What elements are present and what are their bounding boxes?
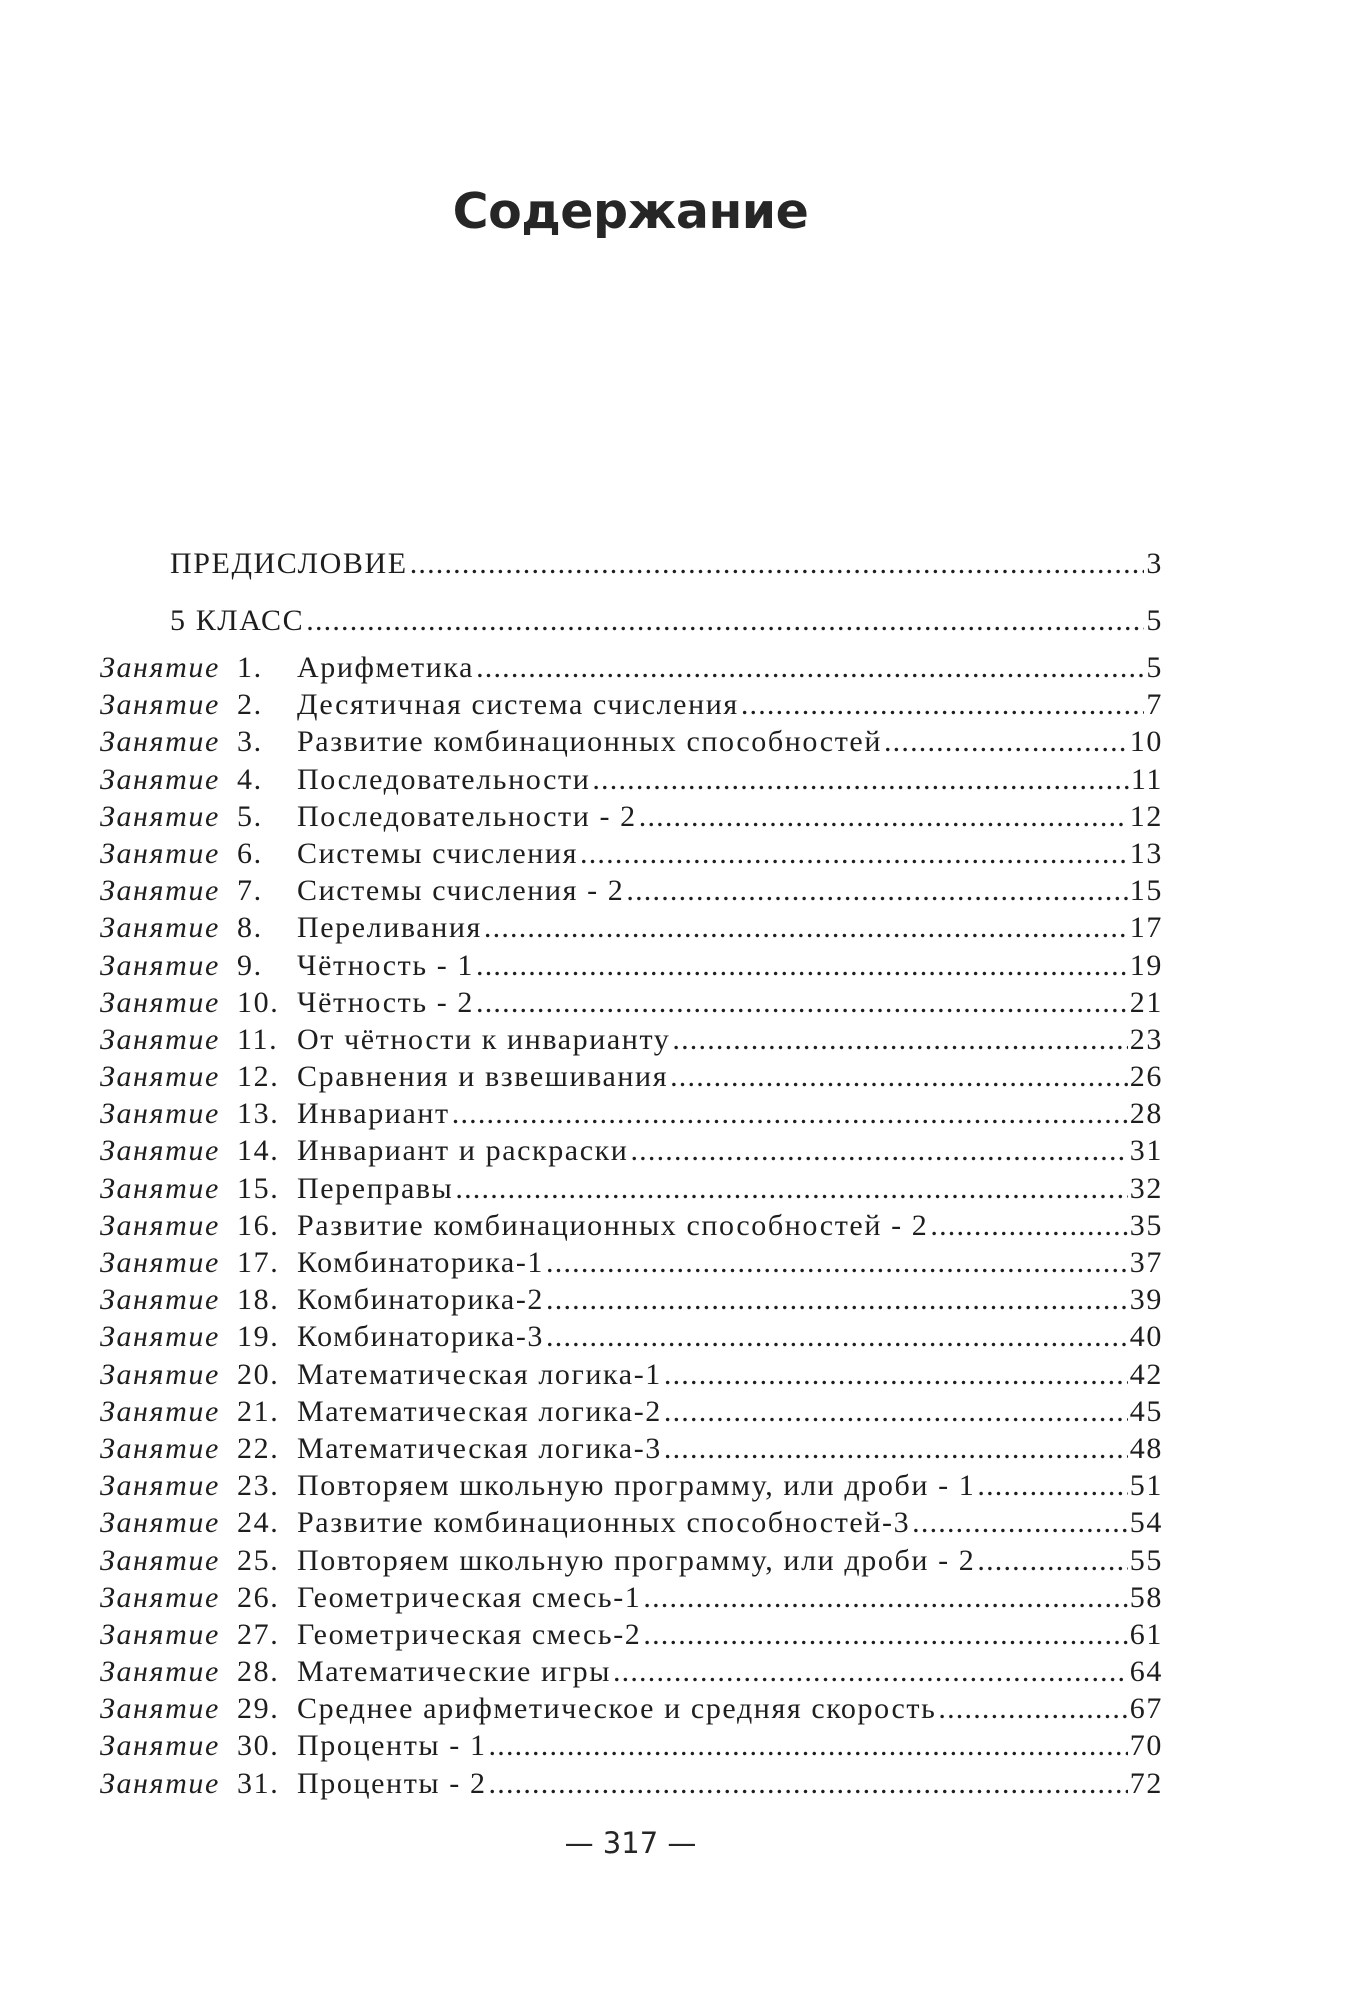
lesson-title: Последовательности - 2: [297, 799, 637, 833]
lesson-title: Проценты - 1: [297, 1729, 487, 1763]
toc-section-label: ПРЕДИСЛОВИЕ: [170, 547, 408, 580]
lesson-title: Комбинаторика-3: [297, 1320, 545, 1354]
lesson-word: Занятие: [100, 1506, 220, 1540]
dot-leader: [306, 592, 1144, 649]
toc-page-number: 5: [1146, 604, 1163, 637]
table-of-contents: [100, 535, 1163, 1802]
toc-lesson-row: [100, 1690, 1163, 1727]
toc-lesson-row: [100, 909, 1163, 946]
toc-page-number: 55: [1129, 1543, 1163, 1577]
toc-lesson-row: [100, 1542, 1163, 1579]
lesson-word: Занятие: [100, 948, 220, 982]
toc-page-number: 45: [1129, 1394, 1163, 1428]
lesson-number: 25.: [237, 1543, 280, 1577]
toc-page-number: 72: [1129, 1766, 1163, 1800]
toc-page-number: 48: [1129, 1431, 1163, 1465]
dot-leader: [977, 1542, 1127, 1579]
lesson-number: 29.: [237, 1692, 280, 1726]
lesson-word: Занятие: [100, 1431, 220, 1465]
lesson-title: Геометрическая смесь-2: [297, 1617, 642, 1651]
lesson-title: Проценты - 2: [297, 1766, 487, 1800]
page-number-footer: — 317 —: [564, 1826, 697, 1860]
lesson-list: [100, 649, 1163, 1802]
toc-page-number: 21: [1129, 985, 1163, 1019]
lesson-number: 8.: [237, 911, 263, 945]
lesson-number: 1.: [237, 651, 263, 684]
toc-lesson-row: [100, 1356, 1163, 1393]
toc-page-number: 42: [1129, 1357, 1163, 1391]
lesson-title: Развитие комбинационных способностей: [297, 725, 882, 759]
dot-leader: [930, 1207, 1127, 1244]
toc-lesson-row: [100, 835, 1163, 872]
toc-lesson-row: [100, 1318, 1163, 1355]
dot-leader: [912, 1504, 1128, 1541]
lesson-word: Занятие: [100, 1394, 220, 1428]
dot-leader: [884, 723, 1128, 760]
lesson-word: Занятие: [100, 1283, 220, 1317]
toc-section-grade-5: [100, 592, 1163, 649]
lesson-title: Переправы: [297, 1171, 454, 1205]
dot-leader: [643, 1579, 1127, 1616]
lesson-title: Переливания: [297, 911, 482, 945]
lesson-number: 15.: [237, 1171, 280, 1205]
toc-section-label: 5 КЛАСС: [170, 604, 305, 637]
lesson-number: 21.: [237, 1394, 280, 1428]
lesson-number: 22.: [237, 1431, 280, 1465]
toc-page-number: 11: [1130, 762, 1163, 796]
lesson-title: Развитие комбинационных способностей - 2: [297, 1208, 929, 1242]
lesson-title: Комбинаторика-2: [297, 1283, 545, 1317]
dot-leader: [592, 761, 1129, 798]
toc-page-number: 5: [1146, 651, 1163, 684]
toc-page-number: 19: [1129, 948, 1163, 982]
lesson-number: 16.: [237, 1208, 280, 1242]
toc-section-preface: [100, 535, 1163, 592]
lesson-number: 26.: [237, 1580, 280, 1614]
toc-lesson-row: [100, 1058, 1163, 1095]
lesson-title: Среднее арифметическое и средняя скорость: [297, 1692, 937, 1726]
lesson-word: Занятие: [100, 985, 220, 1019]
toc-page-number: 54: [1129, 1506, 1163, 1540]
toc-lesson-row: [100, 1653, 1163, 1690]
lesson-number: 24.: [237, 1506, 280, 1540]
dot-leader: [643, 1616, 1127, 1653]
lesson-word: Занятие: [100, 762, 220, 796]
dot-leader: [630, 1132, 1127, 1169]
toc-lesson-row: [100, 984, 1163, 1021]
lesson-word: Занятие: [100, 1246, 220, 1279]
dot-leader: [484, 909, 1128, 946]
toc-lesson-row: [100, 1504, 1163, 1541]
dot-leader: [626, 872, 1127, 909]
lesson-title: Математические игры: [297, 1655, 611, 1689]
toc-page-number: 32: [1129, 1171, 1163, 1205]
lesson-word: Занятие: [100, 1134, 220, 1168]
lesson-number: 6.: [237, 836, 263, 870]
lesson-word: Занятие: [100, 1357, 220, 1391]
toc-lesson-row: [100, 947, 1163, 984]
lesson-word: Занятие: [100, 1171, 220, 1205]
lesson-number: 19.: [237, 1320, 280, 1354]
toc-page-number: 35: [1129, 1208, 1163, 1242]
lesson-word: Занятие: [100, 1617, 220, 1651]
toc-page-number: 10: [1129, 725, 1163, 759]
lesson-number: 30.: [237, 1729, 280, 1763]
toc-lesson-row: [100, 649, 1163, 686]
lesson-title: Сравнения и взвешивания: [297, 1060, 669, 1094]
lesson-number: 7.: [237, 874, 263, 908]
toc-page-number: 17: [1129, 911, 1163, 945]
lesson-word: Занятие: [100, 1097, 220, 1131]
lesson-number: 13.: [237, 1097, 280, 1131]
dot-leader: [546, 1244, 1128, 1281]
toc-lesson-row: [100, 1727, 1163, 1764]
toc-lesson-row: [100, 1021, 1163, 1058]
lesson-title: Инвариант: [297, 1097, 450, 1131]
toc-page-number: 61: [1129, 1617, 1163, 1651]
lesson-word: Занятие: [100, 1060, 220, 1094]
dot-leader: [639, 798, 1128, 835]
lesson-title: Математическая логика-3: [297, 1431, 662, 1465]
lesson-title: Инвариант и раскраски: [297, 1134, 629, 1168]
dot-leader: [613, 1653, 1128, 1690]
toc-lesson-row: [100, 1467, 1163, 1504]
toc-lesson-row: [100, 1095, 1163, 1132]
toc-page-number: 28: [1129, 1097, 1163, 1131]
toc-lesson-row: [100, 1430, 1163, 1467]
lesson-title: Чётность - 2: [297, 985, 475, 1019]
toc-page-number: 58: [1129, 1580, 1163, 1614]
dot-leader: [455, 1170, 1127, 1207]
lesson-word: Занятие: [100, 1022, 220, 1056]
dot-leader: [977, 1467, 1127, 1504]
toc-lesson-row: [100, 1132, 1163, 1169]
lesson-title: Повторяем школьную программу, или дроби - 2: [297, 1543, 976, 1577]
toc-page-number: 15: [1129, 874, 1163, 908]
lesson-number: 17.: [237, 1246, 280, 1279]
dot-leader: [452, 1095, 1128, 1132]
lesson-number: 31.: [237, 1766, 280, 1800]
lesson-word: Занятие: [100, 1469, 220, 1503]
toc-page-number: 39: [1129, 1283, 1163, 1317]
toc-page-number: 3: [1146, 547, 1163, 580]
toc-lesson-row: [100, 872, 1163, 909]
toc-lesson-row: [100, 1281, 1163, 1318]
lesson-number: 4.: [237, 762, 263, 796]
lesson-title: Повторяем школьную программу, или дроби - 1: [297, 1469, 976, 1503]
dot-leader: [410, 535, 1145, 592]
dot-leader: [489, 1765, 1128, 1802]
lesson-word: Занятие: [100, 1655, 220, 1689]
toc-page-number: 37: [1129, 1246, 1163, 1279]
dot-leader: [664, 1393, 1128, 1430]
lesson-number: 11.: [237, 1022, 279, 1056]
lesson-title: Математическая логика-1: [297, 1357, 662, 1391]
dot-leader: [546, 1281, 1128, 1318]
lesson-word: Занятие: [100, 911, 220, 945]
lesson-word: Занятие: [100, 836, 220, 870]
toc-lesson-row: [100, 723, 1163, 760]
toc-page-number: 67: [1129, 1692, 1163, 1726]
lesson-title: Последовательности: [297, 762, 591, 796]
lesson-number: 27.: [237, 1617, 280, 1651]
lesson-word: Занятие: [100, 1320, 220, 1354]
toc-lesson-row: [100, 1207, 1163, 1244]
lesson-word: Занятие: [100, 1580, 220, 1614]
toc-page-number: 12: [1129, 799, 1163, 833]
toc-page-number: 7: [1146, 688, 1163, 722]
lesson-title: Геометрическая смесь-1: [297, 1580, 642, 1614]
page-title: Содержание: [452, 183, 809, 240]
dot-leader: [670, 1058, 1128, 1095]
lesson-word: Занятие: [100, 1543, 220, 1577]
toc-lesson-row: [100, 761, 1163, 798]
toc-page-number: 70: [1129, 1729, 1163, 1763]
lesson-word: Занятие: [100, 1208, 220, 1242]
lesson-number: 20.: [237, 1357, 280, 1391]
lesson-number: 9.: [237, 948, 263, 982]
lesson-title: Комбинаторика-1: [297, 1246, 545, 1279]
toc-lesson-row: [100, 686, 1163, 723]
toc-lesson-row: [100, 1765, 1163, 1802]
lesson-number: 2.: [237, 688, 263, 722]
dot-leader: [489, 1727, 1128, 1764]
lesson-word: Занятие: [100, 688, 220, 722]
lesson-number: 28.: [237, 1655, 280, 1689]
lesson-word: Занятие: [100, 725, 220, 759]
dot-leader: [476, 649, 1144, 686]
toc-lesson-row: [100, 1579, 1163, 1616]
lesson-word: Занятие: [100, 1729, 220, 1763]
dot-leader: [938, 1690, 1127, 1727]
toc-lesson-row: [100, 1393, 1163, 1430]
lesson-number: 5.: [237, 799, 263, 833]
lesson-word: Занятие: [100, 1766, 220, 1800]
toc-lesson-row: [100, 1170, 1163, 1207]
toc-lesson-row: [100, 1616, 1163, 1653]
dot-leader: [664, 1430, 1128, 1467]
dot-leader: [741, 686, 1145, 723]
toc-page-number: 40: [1129, 1320, 1163, 1354]
toc-lesson-row: [100, 1244, 1163, 1281]
dot-leader: [476, 984, 1128, 1021]
lesson-title: Системы счисления - 2: [297, 874, 625, 908]
lesson-title: Системы счисления: [297, 836, 579, 870]
lesson-number: 14.: [237, 1134, 280, 1168]
lesson-word: Занятие: [100, 799, 220, 833]
lesson-title: Развитие комбинационных способностей-3: [297, 1506, 911, 1540]
lesson-number: 10.: [237, 985, 280, 1019]
toc-page-number: 31: [1129, 1134, 1163, 1168]
dot-leader: [664, 1356, 1128, 1393]
lesson-number: 18.: [237, 1283, 280, 1317]
toc-page-number: 26: [1129, 1060, 1163, 1094]
toc-lesson-row: [100, 798, 1163, 835]
lesson-title: От чётности к инварианту: [297, 1022, 671, 1056]
dot-leader: [580, 835, 1128, 872]
lesson-word: Занятие: [100, 651, 220, 684]
toc-page-number: 64: [1129, 1655, 1163, 1689]
lesson-number: 12.: [237, 1060, 280, 1094]
toc-page-number: 13: [1129, 836, 1163, 870]
dot-leader: [476, 947, 1128, 984]
lesson-title: Математическая логика-2: [297, 1394, 662, 1428]
lesson-word: Занятие: [100, 1692, 220, 1726]
lesson-number: 3.: [237, 725, 263, 759]
lesson-title: Десятичная система счисления: [297, 688, 739, 722]
lesson-title: Чётность - 1: [297, 948, 475, 982]
dot-leader: [672, 1021, 1127, 1058]
toc-page-number: 23: [1129, 1022, 1163, 1056]
toc-page-number: 51: [1129, 1469, 1163, 1503]
lesson-title: Арифметика: [297, 651, 475, 684]
dot-leader: [546, 1318, 1128, 1355]
lesson-word: Занятие: [100, 874, 220, 908]
lesson-number: 23.: [237, 1469, 280, 1503]
